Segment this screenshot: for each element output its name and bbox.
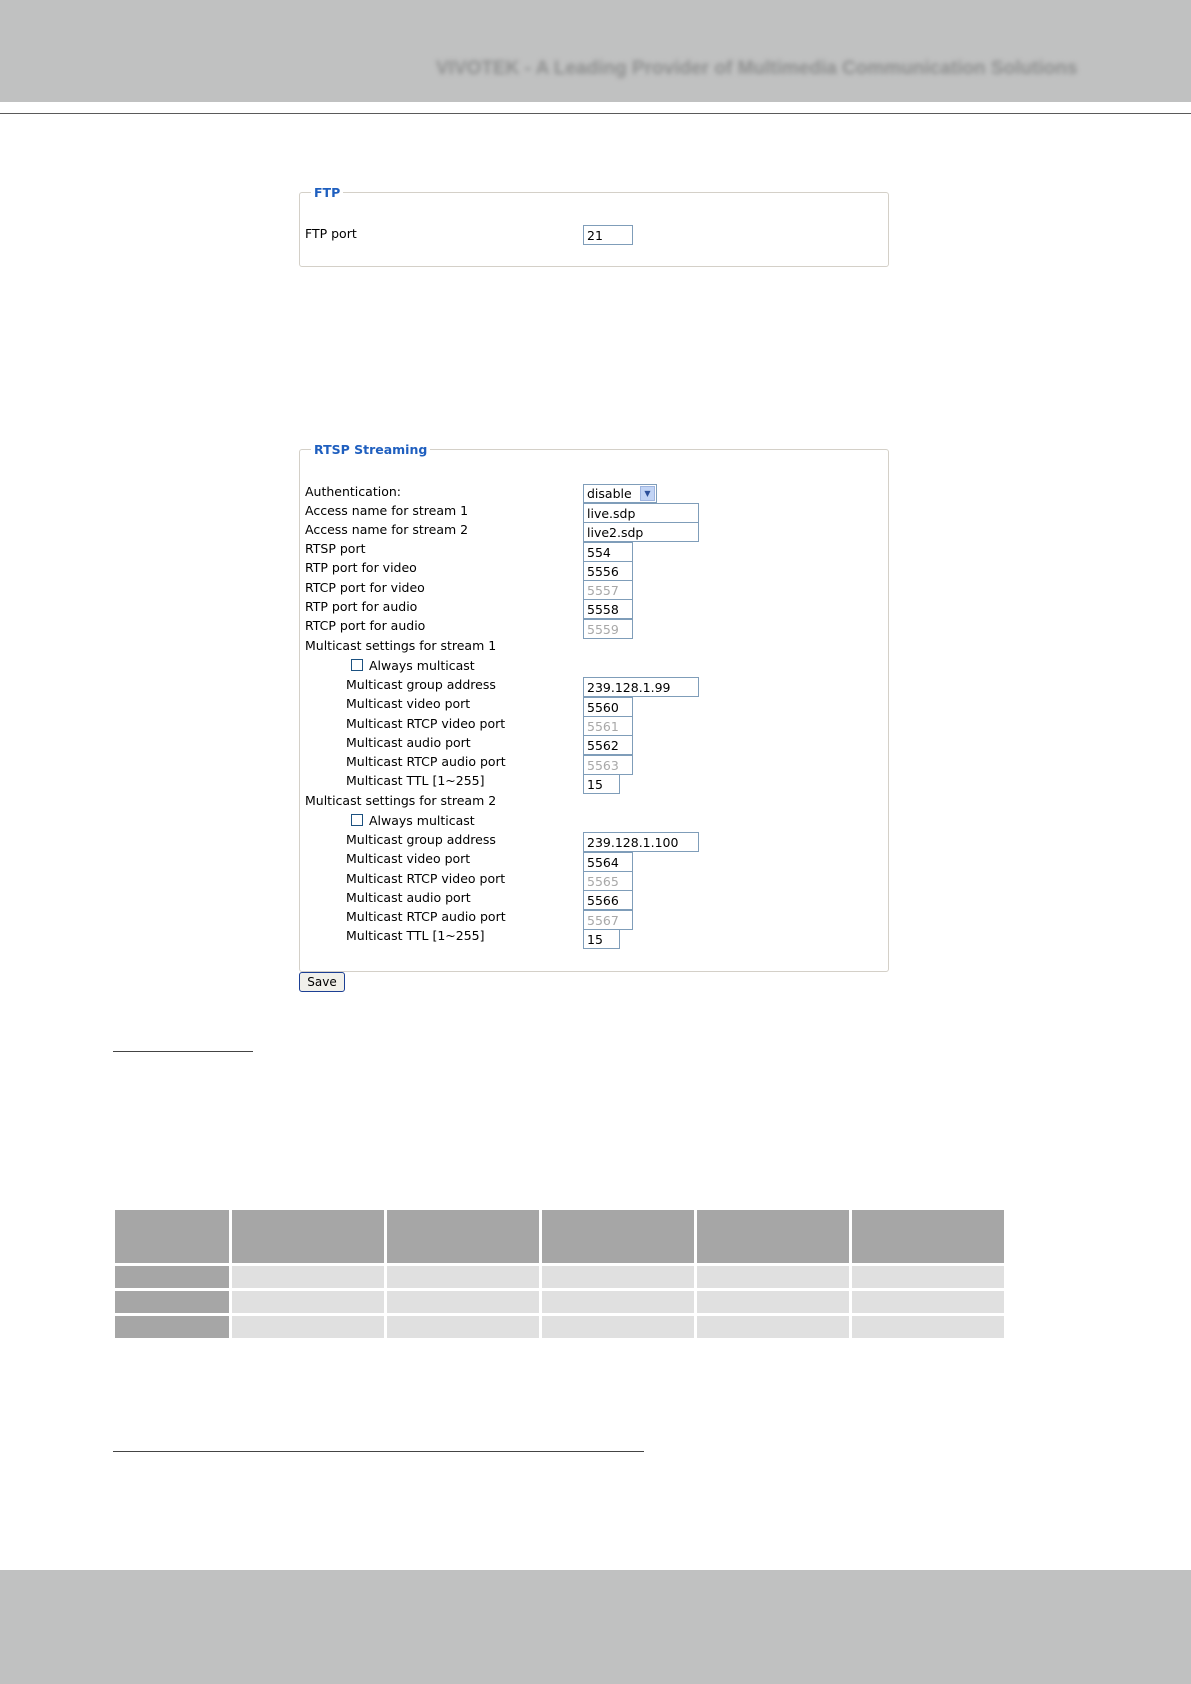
table-row-head bbox=[115, 1291, 229, 1313]
rtcp-video-port-input bbox=[583, 580, 633, 600]
section-underline-long bbox=[113, 1451, 644, 1452]
rtsp-legend: RTSP Streaming bbox=[314, 442, 428, 457]
multicast-1-ttl-input[interactable] bbox=[583, 774, 620, 794]
multicast-1-rtcp-audio-port-input bbox=[583, 755, 633, 775]
multicast-1-rtcp-video-port-input bbox=[583, 716, 633, 736]
access-name-2-label: Access name for stream 2 bbox=[305, 522, 469, 537]
multicast-2-rtcp-video-port-label: Multicast RTCP video port bbox=[346, 871, 506, 886]
multicast-1-group-address-label: Multicast group address bbox=[346, 677, 496, 692]
multicast-2-audio-port-label: Multicast audio port bbox=[346, 890, 471, 905]
table-cell bbox=[852, 1291, 1004, 1313]
table-cell bbox=[542, 1266, 694, 1288]
table-header-cell bbox=[232, 1210, 384, 1263]
rtp-audio-port-input[interactable] bbox=[583, 599, 633, 619]
ftp-port-input[interactable] bbox=[583, 225, 633, 245]
multicast-2-video-port-input[interactable] bbox=[583, 852, 633, 872]
table-header-cell bbox=[852, 1210, 1004, 1263]
always-multicast-1-label: Always multicast bbox=[369, 658, 475, 673]
multicast-1-rtcp-video-port-label: Multicast RTCP video port bbox=[346, 716, 506, 731]
header-divider bbox=[0, 113, 1191, 114]
table-cell bbox=[697, 1316, 849, 1338]
header-tagline: VIVOTEK - A Leading Provider of Multimedia Communication Solutions bbox=[436, 58, 1078, 79]
multicast-1-audio-port-label: Multicast audio port bbox=[346, 735, 471, 750]
table-cell bbox=[852, 1316, 1004, 1338]
multicast-2-rtcp-video-port-input bbox=[583, 871, 633, 891]
multicast-2-group-address-label: Multicast group address bbox=[346, 832, 496, 847]
multicast-1-video-port-label: Multicast video port bbox=[346, 696, 471, 711]
table-header-cell bbox=[542, 1210, 694, 1263]
rtp-audio-port-label: RTP port for audio bbox=[305, 599, 418, 614]
table-cell bbox=[387, 1316, 539, 1338]
rtsp-port-label: RTSP port bbox=[305, 541, 366, 556]
rtcp-video-port-label: RTCP port for video bbox=[305, 580, 425, 595]
rtcp-audio-port-input bbox=[583, 619, 633, 639]
ftp-port-label: FTP port bbox=[305, 226, 357, 241]
table-cell bbox=[232, 1266, 384, 1288]
rtp-video-port-input[interactable] bbox=[583, 561, 633, 581]
table-cell bbox=[542, 1316, 694, 1338]
section-underline bbox=[113, 1051, 253, 1052]
save-button[interactable]: Save bbox=[299, 972, 345, 992]
table-header-cell bbox=[387, 1210, 539, 1263]
authentication-select[interactable] bbox=[583, 484, 657, 503]
multicast-1-ttl-label: Multicast TTL [1~255] bbox=[346, 773, 485, 788]
table-cell bbox=[232, 1291, 384, 1313]
table-header-cell bbox=[115, 1210, 229, 1263]
table-row-head bbox=[115, 1266, 229, 1288]
multicast-2-rtcp-audio-port-label: Multicast RTCP audio port bbox=[346, 909, 506, 924]
table-header-cell bbox=[697, 1210, 849, 1263]
rtp-video-port-label: RTP port for video bbox=[305, 560, 417, 575]
access-name-1-input[interactable] bbox=[583, 503, 699, 523]
access-name-1-label: Access name for stream 1 bbox=[305, 503, 469, 518]
table-cell bbox=[542, 1291, 694, 1313]
always-multicast-2-checkbox[interactable] bbox=[351, 814, 363, 826]
multicast-1-group-address-input[interactable] bbox=[583, 677, 699, 697]
rtsp-port-input[interactable] bbox=[583, 542, 633, 562]
table-cell bbox=[697, 1291, 849, 1313]
footer-band bbox=[0, 1570, 1191, 1684]
table-row-head bbox=[115, 1316, 229, 1338]
table-cell bbox=[852, 1266, 1004, 1288]
multicast-2-ttl-label: Multicast TTL [1~255] bbox=[346, 928, 485, 943]
authentication-value: disable bbox=[587, 486, 632, 501]
multicast-2-audio-port-input[interactable] bbox=[583, 890, 633, 910]
multicast-stream-1-heading: Multicast settings for stream 1 bbox=[305, 638, 497, 653]
multicast-2-video-port-label: Multicast video port bbox=[346, 851, 471, 866]
multicast-stream-2-heading: Multicast settings for stream 2 bbox=[305, 793, 497, 808]
authentication-label: Authentication: bbox=[305, 484, 401, 499]
table-cell bbox=[387, 1266, 539, 1288]
header-band bbox=[0, 0, 1191, 102]
multicast-2-group-address-input[interactable] bbox=[583, 832, 699, 852]
rtcp-audio-port-label: RTCP port for audio bbox=[305, 618, 426, 633]
always-multicast-1-checkbox[interactable] bbox=[351, 659, 363, 671]
multicast-1-audio-port-input[interactable] bbox=[583, 735, 633, 755]
multicast-1-video-port-input[interactable] bbox=[583, 697, 633, 717]
table-cell bbox=[387, 1291, 539, 1313]
table-cell bbox=[697, 1266, 849, 1288]
multicast-2-ttl-input[interactable] bbox=[583, 929, 620, 949]
table-cell bbox=[232, 1316, 384, 1338]
ftp-legend: FTP bbox=[314, 185, 341, 200]
multicast-1-rtcp-audio-port-label: Multicast RTCP audio port bbox=[346, 754, 506, 769]
always-multicast-2-label: Always multicast bbox=[369, 813, 475, 828]
multicast-2-rtcp-audio-port-input bbox=[583, 910, 633, 930]
access-name-2-input[interactable] bbox=[583, 522, 699, 542]
chevron-down-icon[interactable]: ▼ bbox=[640, 486, 655, 501]
